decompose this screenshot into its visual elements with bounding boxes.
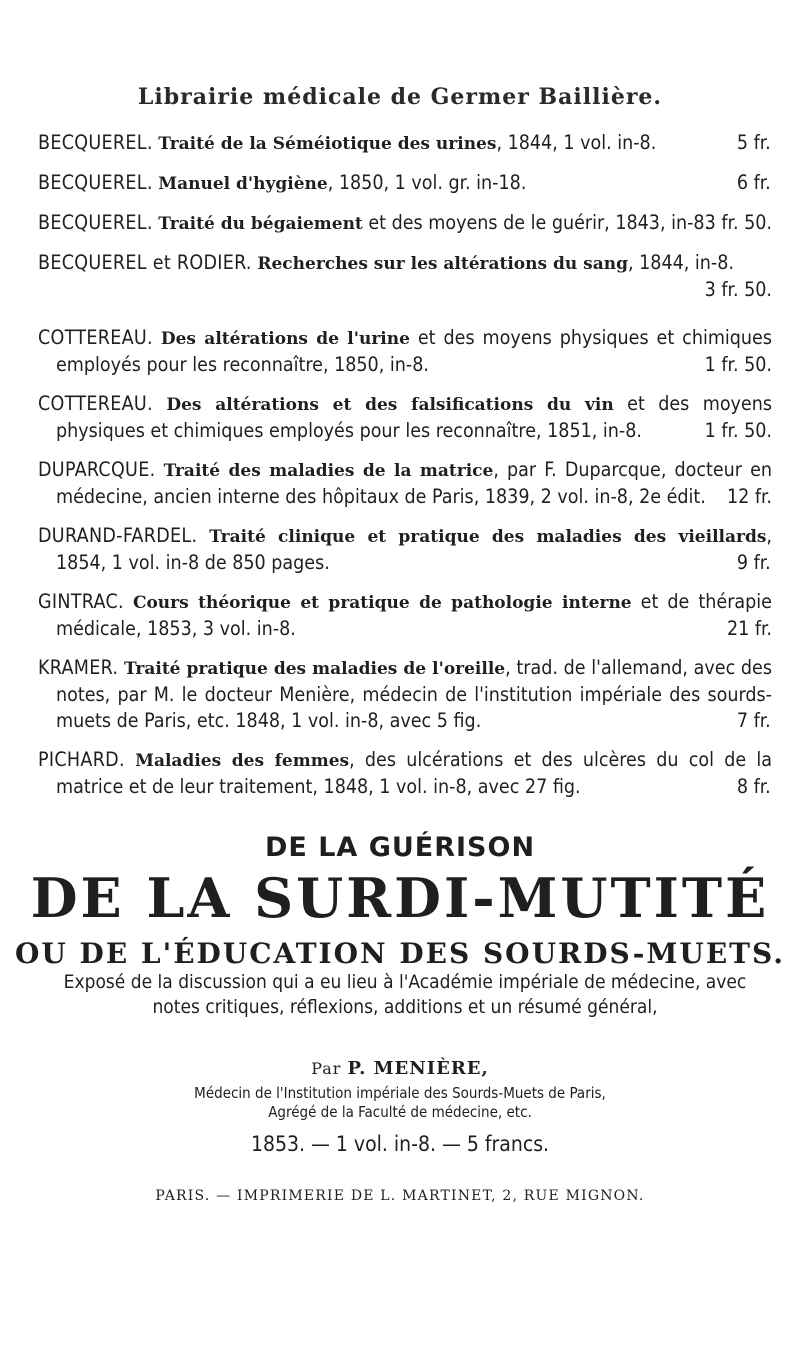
entry-details: et des moyens physiques et chimiques employés pour les reconnaître, 1851, in-8. (56, 392, 772, 442)
feature-title-line-2: DE LA SURDI-MUTITÉ (30, 866, 770, 930)
feature-title-line-3: OU DE L'ÉDUCATION DES SOURDS-MUETS. (15, 937, 785, 970)
affiliation-line-2: Agrégé de la Faculté de médecine, etc. (268, 1103, 532, 1121)
list-item (38, 170, 772, 197)
entry-details: , 1844, in-8. (627, 251, 734, 274)
list-item (38, 747, 772, 800)
list-item (38, 130, 772, 157)
entry-author: PICHARD. (38, 748, 125, 771)
entry-details: , par F. Duparcque, docteur en médecine, ancien interne des hôpitaux de Paris, 1839, 2 vol. in-8, 2e édit. (56, 458, 773, 508)
byline-prefix: Par (311, 1059, 342, 1078)
entry-author: BECQUEREL. (38, 131, 153, 154)
entry-price: 1 fr. 50. (704, 353, 772, 376)
entry-details: , 1844, 1 vol. in-8. (496, 131, 657, 154)
feature-author: P. MENIÈRE, (347, 1058, 489, 1079)
entry-details: , 1850, 1 vol. gr. in-18. (327, 171, 527, 194)
entry-details: , des ulcérations et des ulcères du col de la matrice et de leur traitement, 1848, 1 vol. in-8, avec 27 fig. (56, 748, 773, 798)
list-item (38, 210, 772, 237)
book-list (38, 130, 772, 813)
entry-author: GINTRAC. (38, 590, 124, 613)
entry-details: et de thérapie médicale, 1853, 3 vol. in-8. (56, 590, 772, 640)
entry-title: Traité du bégaiement (158, 214, 363, 234)
entry-title: Traité des maladies de la matrice (163, 461, 494, 481)
entry-price: 1 fr. 50. (704, 419, 772, 442)
entry-author: DURAND-FARDEL. (38, 524, 198, 547)
entry-price: 3 fr. 50. (704, 211, 772, 234)
entry-title: Des altérations de l'urine (160, 329, 410, 349)
entry-author: COTTEREAU. (38, 326, 153, 349)
feature-title (0, 832, 800, 970)
entry-title: Manuel d'hygiène (158, 174, 328, 194)
entry-title: Des altérations et des falsifications du vin (166, 395, 614, 415)
entry-title: Recherches sur les altérations du sang (257, 254, 628, 274)
entry-price: 12 fr. (726, 485, 772, 508)
entry-author: KRAMER. (38, 656, 119, 679)
feature-title-line-1: DE LA GUÉRISON (264, 832, 536, 863)
entry-title: Traité pratique des maladies de l'oreille (123, 659, 506, 679)
entry-author: BECQUEREL. (38, 171, 153, 194)
entry-author: BECQUEREL. (38, 211, 153, 234)
feature-byline (0, 1058, 800, 1079)
list-item (38, 589, 772, 642)
list-item (38, 325, 772, 378)
entry-details: , 1854, 1 vol. in-8 de 850 pages. (56, 524, 772, 574)
entry-title: Traité de la Séméiotique des urines (158, 134, 497, 154)
list-item (38, 655, 772, 734)
feature-affiliation (0, 1084, 800, 1122)
entry-details: , trad. de l'allemand, avec des notes, par M. le docteur Menière, médecin de l'institution impériale des sourds-muets de Paris, etc. 1848, 1 vol. in-8, avec 5 fig. (56, 656, 772, 732)
entry-price: 21 fr. (726, 617, 772, 640)
entry-price: 8 fr. (736, 775, 771, 798)
entry-price: 3 fr. 50. (704, 278, 772, 301)
entry-title: Cours théorique et pratique de pathologie interne (132, 593, 632, 613)
entry-author: BECQUEREL et RODIER. (38, 251, 252, 274)
entry-author: COTTEREAU. (38, 392, 153, 415)
printer-imprint: PARIS. — IMPRIMERIE DE L. MARTINET, 2, RUE MIGNON. (155, 1188, 645, 1204)
feature-description: Exposé de la discussion qui a eu lieu à l'Académie impériale de médecine, avec notes critiques, réflexions, additions et un résumé général, (63, 971, 747, 1018)
entry-price: 5 fr. (736, 131, 771, 154)
list-item (38, 457, 772, 510)
list-item (38, 391, 772, 444)
list-item (38, 523, 772, 576)
publisher-header: Librairie médicale de Germer Baillière. (137, 84, 663, 110)
entry-title: Traité clinique et pratique des maladies des vieillards (209, 527, 767, 547)
entry-title: Maladies des femmes (135, 751, 350, 771)
list-item (38, 250, 772, 303)
feature-publication-info: 1853. — 1 vol. in-8. — 5 francs. (250, 1132, 550, 1156)
entry-price: 6 fr. (736, 171, 771, 194)
entry-details: et des moyens physiques et chimiques employés pour les reconnaître, 1850, in-8. (56, 326, 772, 376)
entry-details: et des moyens de le guérir, 1843, in-8. (362, 211, 711, 234)
affiliation-line-1: Médecin de l'Institution impériale des Sourds-Muets de Paris, (194, 1084, 606, 1102)
entry-author: DUPARCQUE. (38, 458, 156, 481)
entry-price: 9 fr. (736, 551, 771, 574)
entry-price: 7 fr. (736, 709, 771, 732)
